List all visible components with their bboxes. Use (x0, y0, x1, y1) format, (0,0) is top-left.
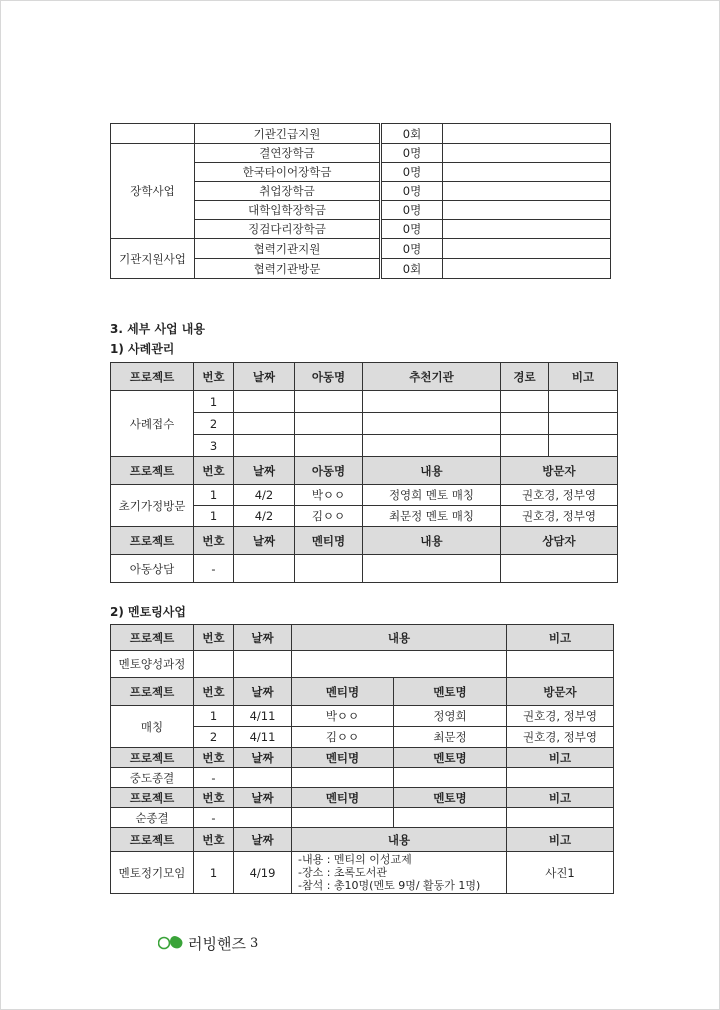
header-cell: 날짜 (234, 828, 292, 852)
table-cell: 박ㅇㅇ (292, 706, 394, 727)
header-cell: 비고 (507, 625, 614, 651)
value-cell: 0명 (381, 201, 443, 220)
header-cell: 프로젝트 (111, 788, 194, 808)
value-cell: 0명 (381, 163, 443, 182)
loving-hands-logo-icon (158, 933, 184, 954)
support-summary-table (110, 123, 611, 279)
section-title-mentoring: 2) 멘토링사업 (110, 605, 186, 619)
value-cell: 0명 (381, 144, 443, 163)
table-cell: 최문정 멘토 매칭 (363, 506, 501, 527)
section-title-case: 1) 사례관리 (110, 342, 175, 356)
header-cell: 아동명 (295, 457, 363, 485)
value-cell: 0명 (381, 220, 443, 239)
table-cell: 정영희 멘토 매칭 (363, 485, 501, 506)
value-cell: 0회 (381, 259, 443, 279)
item-cell: 결연장학금 (195, 144, 381, 163)
table-cell: 박ㅇㅇ (295, 485, 363, 506)
item-cell: 한국타이어장학금 (195, 163, 381, 182)
header-cell: 멘티명 (292, 788, 394, 808)
header-cell: 번호 (194, 625, 234, 651)
header-cell: 방문자 (501, 457, 618, 485)
table-cell: 2 (194, 727, 234, 748)
header-cell: 아동명 (295, 363, 363, 391)
header-cell: 프로젝트 (111, 828, 194, 852)
header-cell: 내용 (363, 457, 501, 485)
header-cell: 번호 (194, 527, 234, 555)
note-cell: 사진1 (507, 852, 614, 894)
header-cell: 프로젝트 (111, 748, 194, 768)
table-cell: 김ㅇㅇ (292, 727, 394, 748)
brand-name: 러빙핸즈 (188, 934, 246, 953)
header-cell: 멘티명 (295, 527, 363, 555)
project-label: 중도종결 (111, 768, 194, 788)
project-label: 아동상담 (111, 555, 194, 583)
header-cell: 날짜 (234, 625, 292, 651)
date-cell: 4/19 (234, 852, 292, 894)
blank-cell (443, 124, 611, 144)
content-line: -장소 : 초록도서관 (298, 866, 388, 879)
number-cell: 1 (194, 391, 234, 413)
item-cell: 협력기관방문 (195, 259, 381, 279)
table-cell: 1 (194, 485, 234, 506)
header-cell: 프로젝트 (111, 457, 194, 485)
header-cell: 번호 (194, 457, 234, 485)
value-cell: 0회 (381, 124, 443, 144)
header-cell: 번호 (194, 678, 234, 706)
table-cell: 4/11 (234, 706, 292, 727)
header-cell: 비고 (549, 363, 618, 391)
header-cell: 비고 (507, 828, 614, 852)
table-cell (111, 124, 195, 144)
header-cell: 멘티명 (292, 748, 394, 768)
blank-cell (443, 201, 611, 220)
case-management-table (110, 362, 618, 583)
table-cell: 최문정 (394, 727, 507, 748)
header-cell: 프로젝트 (111, 625, 194, 651)
footer (158, 930, 258, 956)
number-cell: - (194, 808, 234, 828)
header-cell: 날짜 (234, 788, 292, 808)
header-cell: 멘토명 (394, 678, 507, 706)
blank-cell (443, 259, 611, 279)
table-cell: 1 (194, 706, 234, 727)
item-cell: 징검다리장학금 (195, 220, 381, 239)
item-cell: 취업장학금 (195, 182, 381, 201)
group-cell: 장학사업 (111, 144, 195, 239)
number-cell: 3 (194, 435, 234, 457)
header-cell: 내용 (292, 625, 507, 651)
header-cell: 상담자 (501, 527, 618, 555)
table-cell: 4/11 (234, 727, 292, 748)
header-cell: 멘토명 (394, 748, 507, 768)
header-cell: 번호 (194, 748, 234, 768)
header-cell: 날짜 (234, 748, 292, 768)
blank-cell (443, 144, 611, 163)
blank-cell (443, 220, 611, 239)
group-cell: 기관지원사업 (111, 239, 195, 279)
header-cell: 날짜 (234, 678, 292, 706)
item-cell: 기관긴급지원 (195, 124, 381, 144)
header-cell: 날짜 (234, 363, 295, 391)
item-cell: 협력기관지원 (195, 239, 381, 259)
table-cell: 정영희 (394, 706, 507, 727)
header-cell: 프로젝트 (111, 363, 194, 391)
table-cell: 권호경, 정부영 (501, 506, 618, 527)
table-cell: 1 (194, 506, 234, 527)
number-cell: 2 (194, 413, 234, 435)
value-cell: 0명 (381, 182, 443, 201)
content-line: -참석 : 총10명(멘토 9명/ 활동가 1명) (298, 879, 481, 892)
table-cell: 4/2 (234, 485, 295, 506)
item-cell: 대학입학장학금 (195, 201, 381, 220)
blank-cell (443, 182, 611, 201)
project-label: 순종결 (111, 808, 194, 828)
header-cell: 비고 (507, 748, 614, 768)
header-cell: 프로젝트 (111, 678, 194, 706)
blank-cell (443, 239, 611, 259)
table-cell: 김ㅇㅇ (295, 506, 363, 527)
project-label: 멘토양성과정 (111, 651, 194, 678)
header-cell: 날짜 (234, 457, 295, 485)
header-cell: 경로 (501, 363, 549, 391)
project-label: 매칭 (111, 706, 194, 748)
content-line: -내용 : 멘티의 이성교제 (298, 853, 412, 866)
header-cell: 프로젝트 (111, 527, 194, 555)
header-cell: 멘토명 (394, 788, 507, 808)
section-title-detail: 3. 세부 사업 내용 (110, 322, 205, 336)
header-cell: 내용 (292, 828, 507, 852)
table-cell: 권호경, 정부영 (507, 706, 614, 727)
header-cell: 방문자 (507, 678, 614, 706)
number-cell: - (194, 768, 234, 788)
header-cell: 날짜 (234, 527, 295, 555)
header-cell: 내용 (363, 527, 501, 555)
header-cell: 멘티명 (292, 678, 394, 706)
header-cell: 번호 (194, 788, 234, 808)
table-cell: 권호경, 정부영 (501, 485, 618, 506)
project-label: 사례접수 (111, 391, 194, 457)
header-cell: 비고 (507, 788, 614, 808)
meeting-content (292, 852, 507, 894)
header-cell: 추천기관 (363, 363, 501, 391)
page-number: 3 (249, 935, 259, 951)
mentoring-table (110, 624, 614, 894)
header-cell: 번호 (194, 363, 234, 391)
value-cell: 0명 (381, 239, 443, 259)
number-cell: 1 (194, 852, 234, 894)
table-cell: 권호경, 정부영 (507, 727, 614, 748)
project-label: 멘토정기모임 (111, 852, 194, 894)
blank-cell (443, 163, 611, 182)
number-cell: - (194, 555, 234, 583)
header-cell: 번호 (194, 828, 234, 852)
project-label: 초기가정방문 (111, 485, 194, 527)
table-cell: 4/2 (234, 506, 295, 527)
